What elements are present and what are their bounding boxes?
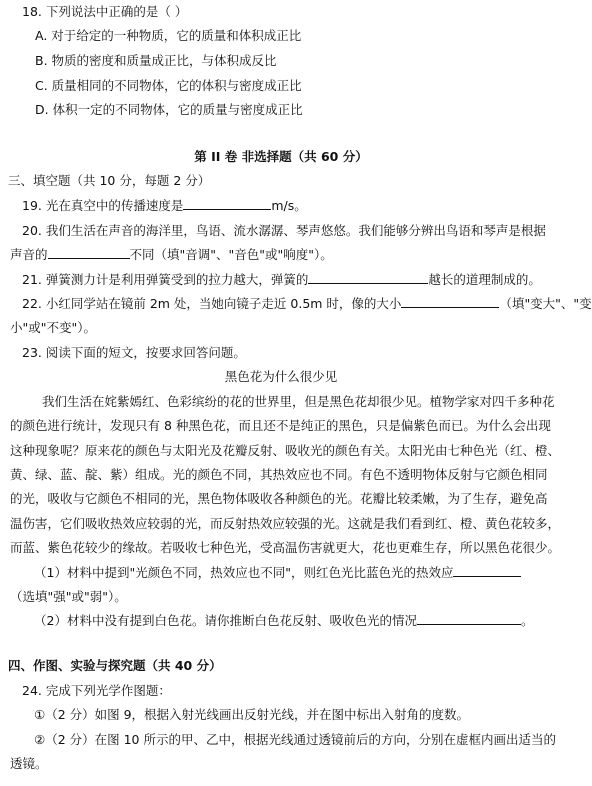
q20-answer-blank[interactable] [48, 246, 130, 259]
q23-passage-line: 的颜色进行统计，发现只有 8 种黑色花，而且还不是纯正的黑色，只是偏紫色而已。为什么会出现 [10, 418, 551, 433]
q23-sub2-answer-blank[interactable] [417, 612, 521, 625]
q23-passage-line: 我们生活在姹紫嫣红、色彩缤纷的花的世界里，但是黑色花却很少见。植物学家对四千多种花 [42, 394, 555, 409]
q24-sub2-line1: ②（2 分）在图 10 所示的甲、乙中，根据光线通过透镜前后的方向，分别在虚框内画出适当的 [34, 732, 556, 747]
q23-passage-line: 黄、绿、蓝、靛、紫）组成。光的颜色不同，其热效应也不同。有色不透明物体反射与它颜色相同 [10, 467, 548, 482]
q23-sub1-line1 [34, 564, 562, 582]
q21-answer-blank[interactable] [308, 271, 428, 284]
q18-option-d: D. 体积一定的不同物体，它的质量与密度成正比 [35, 102, 303, 117]
q18-option-a: A. 对于给定的一种物质，它的质量和体积成正比 [35, 28, 302, 43]
q19 [0, 197, 562, 215]
q24-sub1: ①（2 分）如图 9，根据入射光线画出反射光线，并在图中标出入射角的度数。 [34, 707, 470, 722]
q21 [0, 271, 562, 289]
q23-passage-line: 这种现象呢？原来花的颜色与太阳光及花瓣反射、吸收光的颜色有关。太阳光由七种色光（红、橙、 [10, 443, 561, 458]
part2-title: 第 II 卷 非选择题（共 60 分） [194, 149, 368, 164]
q23-passage-line: 温伤害，它们吸收热效应较弱的光，而反射热效应较强的光。这就是我们看到红、橙、黄色花较多， [10, 516, 561, 531]
q19-text: 19. 光在真空中的传播速度是 [22, 198, 184, 213]
section3-heading: 三、填空题（共 10 分，每题 2 分） [8, 173, 211, 188]
q18-option-b: B. 物质的密度和质量成正比，与体积成反比 [35, 53, 277, 68]
q23-passage-line: 的光，吸收与它颜色不相同的光，黑色物体吸收各种颜色的光。花瓣比较柔嫩，为了生存，避免高 [10, 491, 548, 506]
q22-answer-blank[interactable] [401, 295, 499, 308]
q23-sub1-text: （1）材料中提到"光颜色不同，热效应也不同"，则红色光比蓝色光的热效应 [34, 565, 454, 580]
q22-text-a: 22. 小红同学站在镜前 2m 处，当她向镜子走近 0.5m 时，像的大小 [22, 296, 402, 311]
q23-sub2 [34, 612, 562, 630]
q18-stem: 18. 下列说法中正确的是（ ） [22, 4, 188, 19]
q22-line2: 小"或"不变"）。 [10, 320, 96, 335]
q20-text-a: 声音的 [10, 247, 48, 262]
q20-text-b: 不同（填"音调"、"音色"或"响度"）。 [129, 247, 333, 262]
q23-passage-line: 而蓝、紫色花较少的缘故。若吸收七种色光，受高温伤害就更大，花也更难生存，所以黑色花很少。 [10, 540, 561, 555]
q23-sub2-period: 。 [520, 613, 534, 628]
section4-heading: 四、作图、实验与探究题（共 40 分） [8, 658, 222, 673]
q18-option-c: C. 质量相同的不同物体，它的体积与密度成正比 [35, 78, 302, 93]
q24-sub2-line2: 透镜。 [10, 756, 48, 771]
q23-sub1-answer-blank[interactable] [453, 564, 521, 577]
q24-stem: 24. 完成下列光学作图题： [22, 683, 171, 698]
q20-line2 [10, 246, 562, 264]
q22-text-b: （填"变大"、"变 [499, 296, 592, 311]
q23-stem: 23. 阅读下面的短文，按要求回答问题。 [22, 345, 246, 360]
q21-text-b: 越长的道理制成的。 [428, 272, 541, 287]
q22-line1 [0, 295, 592, 313]
q20-line1: 20. 我们生活在声音的海洋里，鸟语、流水潺潺、琴声悠悠。我们能够分辨出鸟语和琴声是根据 [22, 223, 546, 238]
q21-text-a: 21. 弹簧测力计是利用弹簧受到的拉力越大，弹簧的 [22, 272, 309, 287]
q19-unit: m/s。 [271, 198, 307, 213]
q23-passage-title: 黑色花为什么很少见 [224, 369, 338, 384]
q19-answer-blank[interactable] [183, 197, 271, 210]
q23-sub2-text: （2）材料中没有提到白色花。请你推断白色花反射、吸收色光的情况 [34, 613, 417, 628]
q23-sub1-line2: （选填"强"或"弱"）。 [10, 589, 127, 604]
